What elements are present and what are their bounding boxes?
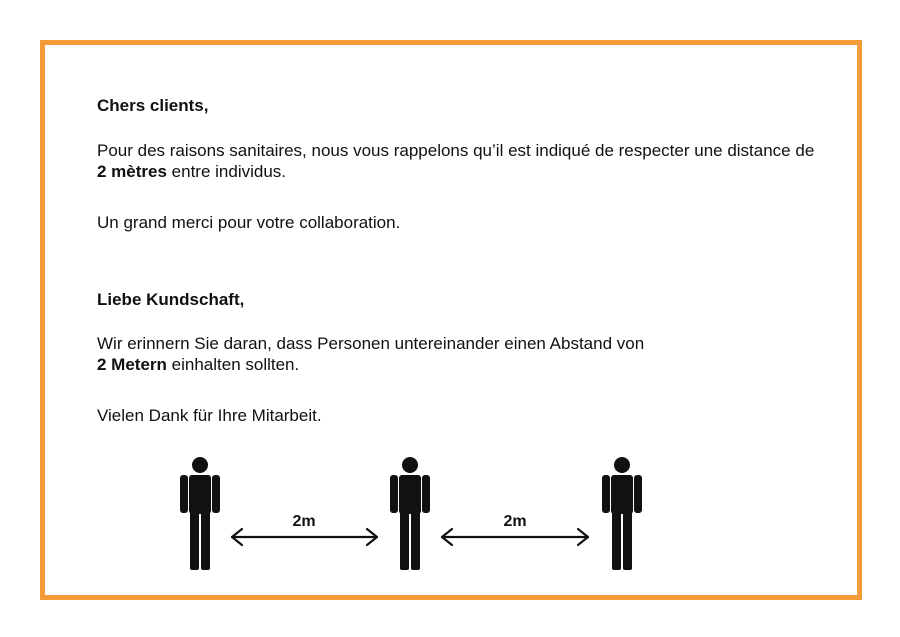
social-distancing-illustration: [45, 45, 857, 595]
german-thanks: Vielen Dank für Ihre Mitarbeit.: [97, 406, 322, 425]
distance-arrow-left: [232, 529, 377, 545]
german-body-text: Wir erinnern Sie daran, dass Personen untereinander einen Abstand von: [97, 334, 645, 353]
french-greeting: Chers clients,: [97, 96, 209, 115]
german-greeting: Liebe Kundschaft,: [97, 290, 245, 309]
german-distance-emphasis: 2 Metern: [97, 355, 167, 374]
french-distance-emphasis: 2 mètres: [97, 162, 167, 181]
distance-label-left: 2m: [292, 513, 316, 530]
german-body-end: einhalten sollten.: [166, 355, 300, 374]
french-body-text: Pour des raisons sanitaires, nous vous rappelons qu’il est indiqué de respecter une distance de: [97, 141, 815, 160]
distance-label-right: 2m: [503, 513, 527, 530]
distance-arrow-right: [442, 529, 588, 545]
french-thanks: Un grand merci pour votre collaboration.: [97, 213, 401, 232]
person-left-icon: [180, 457, 220, 570]
french-body-end: entre individus.: [166, 162, 287, 181]
person-middle-icon: [390, 457, 430, 570]
person-right-icon: [602, 457, 642, 570]
french-body: [97, 140, 817, 182]
notice-frame: [40, 40, 862, 600]
german-body: [97, 333, 817, 375]
